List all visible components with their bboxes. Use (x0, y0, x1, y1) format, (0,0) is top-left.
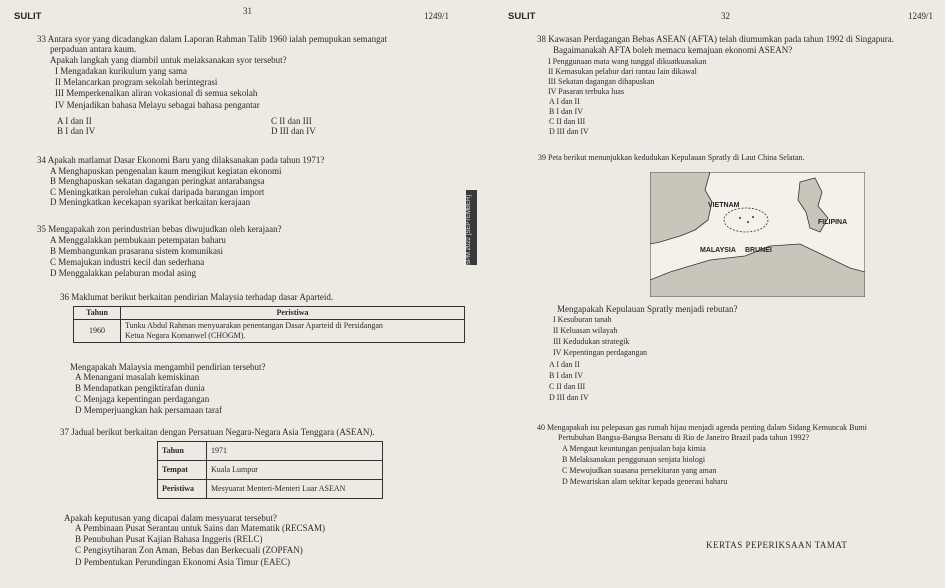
q38-option: B I dan IV (549, 107, 583, 116)
header-page-left: 31 (243, 6, 252, 16)
q33-option-b: B I dan IV (57, 126, 96, 136)
end-of-paper-label: KERTAS PEPERIKSAAN TAMAT (706, 540, 848, 550)
q38-item: IV Pasaran terbuka luas (548, 87, 625, 96)
q39-option: A I dan II (549, 360, 580, 369)
q36-stem: 36 Maklumat berikut berkaitan pendirian Malaysia terhadap dasar Aparteid. (60, 292, 334, 302)
header-code-left: 1249/1 (424, 11, 450, 21)
q36-event-line2: Ketua Negara Komanwel (CHOGM). (125, 331, 246, 340)
q38-stem: 38 Kawasan Perdagangan Bebas ASEAN (AFTA) telah diumumkan pada tahun 1992 di Singapura. (537, 34, 894, 44)
q40-stem-2: Pertubuhan Bangsa-Bangsa Bersatu di Rio de Janeiro Brazil pada tahun 1992? (558, 433, 810, 442)
q39-item: IV Kepentingan perdagangan (553, 348, 648, 357)
q36-header-year: Tahun (74, 307, 121, 320)
q39-stem: 39 Peta berikut menunjukkan kedudukan Kepulauan Spratly di Laut China Selatan. (538, 153, 805, 162)
q37-cell: 1971 (207, 442, 383, 461)
q39-option: B I dan IV (549, 371, 583, 380)
q33-option-c: C II dan III (271, 116, 312, 126)
q37-cell: Kuala Lumpur (207, 461, 383, 480)
q35-stem: 35 Mengapakah zon perindustrian bebas diwujudkan oleh kerajaan? (37, 224, 282, 234)
q39-option: C II dan III (549, 382, 586, 391)
map-island-dot (739, 217, 741, 219)
q33-item: I Mengadakan kurikulum yang sama (55, 66, 187, 76)
q36-option: D Memperjuangkan hak persamaan taraf (75, 405, 222, 415)
q36-option: B Mendapatkan pengiktirafan dunia (75, 383, 205, 393)
q37-table (157, 441, 383, 499)
q37-cell: Tahun (158, 442, 207, 461)
q40-stem: 40 Mengapakah isu pelepasan gas rumah hijau menjadi agenda penting dalam Sidang Kemuncak Bumi (537, 423, 867, 432)
header-page-right: 32 (721, 11, 730, 21)
q36-header-event: Peristiwa (121, 307, 465, 320)
q34-option: A Menghapuskan pengenalan kaum mengikut kegiatan ekonomi (50, 166, 282, 176)
map-label-filipina: FILIPINA (818, 219, 848, 226)
q34-stem: 34 Apakah matlamat Dasar Ekonomi Baru yang dilaksanakan pada tahun 1971? (37, 155, 325, 165)
q36-option: C Menjaga kepentingan perdagangan (75, 394, 210, 404)
q33-option-d: D III dan IV (271, 126, 316, 136)
q34-option: B Menghapuskan sekatan dagangan peringkat antarabangsa (50, 176, 265, 186)
q33-stem: 33 Antara syor yang dicadangkan dalam Laporan Rahman Talib 1960 ialah pemupukan semangat (37, 34, 388, 44)
map-label-vietnam: VIETNAM (708, 202, 740, 209)
q38-option: C II dan III (549, 117, 586, 126)
q38-item: II Kemasukan pelabur dari rantau lain dikawal (548, 67, 697, 76)
q33-question: Apakah langkah yang diambil untuk melaksanakan syor tersebut? (50, 55, 287, 65)
map-island-dot (747, 221, 749, 223)
q37-cell: Mesyuarat Menteri-Menteri Luar ASEAN (207, 480, 383, 499)
q33-stem-2: perpaduan antara kaum. (50, 44, 137, 54)
header-sulit-left: SULIT (14, 11, 42, 22)
q37-option: D Pembentukan Perundingan Ekonomi Asia Timur (EAEC) (75, 557, 290, 567)
q39-item: I Kesuburan tanah (553, 315, 612, 324)
q37-question: Apakah keputusan yang dicapai dalam mesyuarat tersebut? (64, 513, 277, 523)
q36-table (73, 306, 465, 343)
q35-option: A Menggalakkan pembukaan petempatan baharu (50, 235, 226, 245)
q37-cell: Peristiwa (158, 480, 207, 499)
q39-item: III Kedudukan strategik (553, 337, 630, 346)
q38-item: I Penggunaan mata wang tunggal dikuatkuasakan (548, 57, 707, 66)
q38-option: D III dan IV (549, 127, 589, 136)
spratly-map (650, 172, 865, 297)
q38-question: Bagaimanakah AFTA boleh memacu kemajuan ekonomi ASEAN? (553, 45, 793, 55)
map-island-dot (752, 216, 754, 218)
q39-option: D III dan IV (549, 393, 589, 402)
q35-option: D Menggalakkan pelaburan modal asing (50, 268, 196, 278)
q37-option: B Penubuhan Pusat Kajian Bahasa Inggeris (RELC) (75, 534, 263, 544)
q34-option: D Meningkatkan kecekapan syarikat berkaitan kerajaan (50, 197, 251, 207)
map-label-malaysia: MALAYSIA (700, 247, 736, 254)
header-code-right: 1249/1 (908, 11, 934, 21)
q37-stem: 37 Jadual berikut berkaitan dengan Persatuan Negara-Negara Asia Tenggara (ASEAN). (60, 427, 375, 437)
side-vertical-strip: SPM 2022 [SEPTEMBER] (466, 190, 477, 265)
q38-item: III Sekatan dagangan dihapuskan (548, 77, 655, 86)
q35-option: B Membangunkan prasarana sistem komunikasi (50, 246, 223, 256)
q37-cell: Tempat (158, 461, 207, 480)
q37-option: A Pembinaan Pusat Serantau untuk Sains dan Matematik (RECSAM) (75, 523, 325, 533)
q40-option: D Mewariskan alam sekitar kepada generasi baharu (562, 477, 728, 486)
q36-question: Mengapakah Malaysia mengambil pendirian tersebut? (70, 362, 266, 372)
q33-item: III Memperkenalkan aliran vokasional di semua sekolah (55, 88, 258, 98)
q36-option: A Menangani masalah kemiskinan (75, 372, 200, 382)
q40-option: A Mengaut keuntungan penjualan baja kimia (562, 444, 706, 453)
map-label-brunei: BRUNEI (745, 247, 772, 254)
q35-option: C Memajukan industri kecil dan sederhana (50, 257, 205, 267)
q33-item: IV Menjadikan bahasa Melayu sebagai bahasa pengantar (55, 100, 260, 110)
q36-year: 1960 (74, 320, 121, 343)
q33-option-a: A I dan II (57, 116, 92, 126)
q36-event-line1: Tunku Abdul Rahman menyuarakan penentangan Dasar Aparteid di Persidangan (125, 321, 383, 330)
q39-item: II Keluasan wilayah (553, 326, 618, 335)
q39-question: Mengapakah Kepulauan Spratly menjadi rebutan? (557, 304, 738, 314)
q40-option: C Mewujudkan suasana persekitaran yang aman (562, 466, 717, 475)
q37-option: C Pengisytiharan Zon Aman, Bebas dan Berkecuali (ZOPFAN) (75, 545, 303, 555)
q34-option: C Meningkatkan perolehan cukai daripada barangan import (50, 187, 265, 197)
q40-option: B Melaksanakan penggunaan senjata biologi (562, 455, 706, 464)
q36-event (121, 320, 465, 343)
header-sulit-right: SULIT (508, 11, 536, 22)
q38-option: A I dan II (549, 97, 580, 106)
q33-item: II Melancarkan program sekolah berintegrasi (55, 77, 218, 87)
